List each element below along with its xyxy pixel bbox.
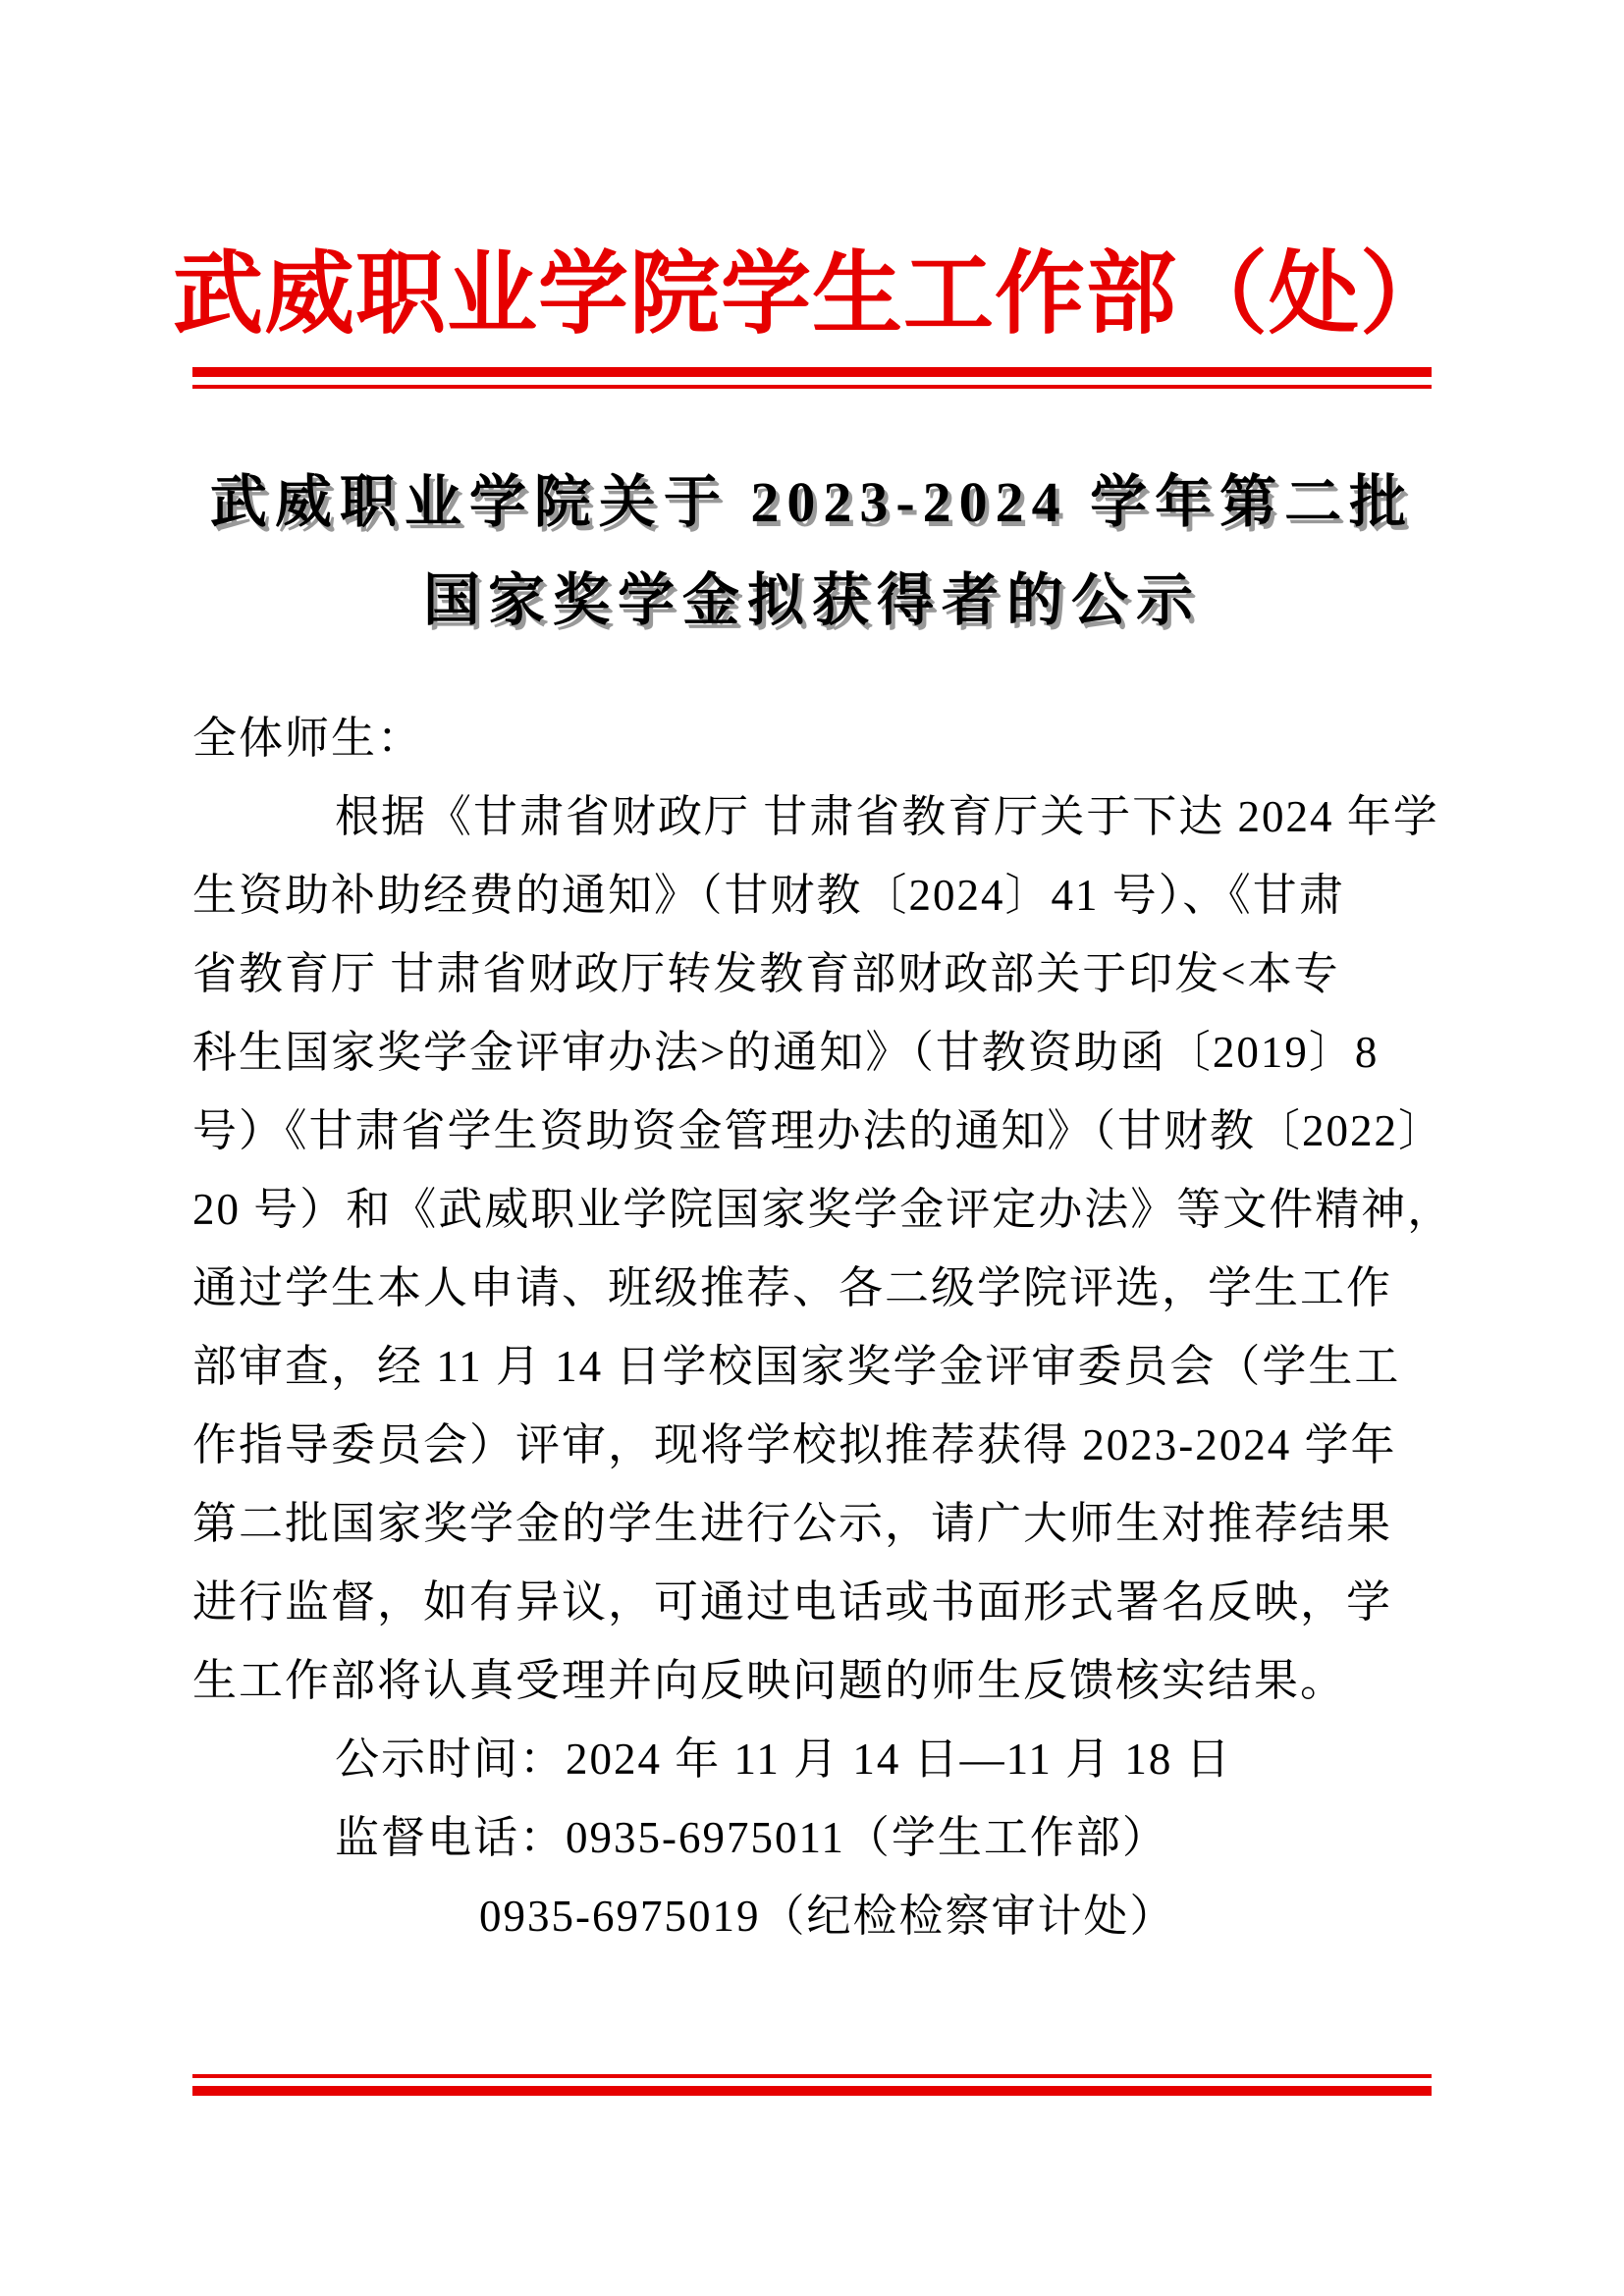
document-body xyxy=(192,699,1454,1955)
body-line: 科生国家奖学金评审办法>的通知》（甘教资助函〔2019〕8 xyxy=(192,1028,1380,1077)
body-line: 作指导委员会）评审，现将学校拟推荐获得 2023-2024 学年 xyxy=(192,1420,1397,1469)
footer-divider-thin xyxy=(192,2074,1432,2078)
supervision-phone-line2: 0935-6975019（纪检检察审计处） xyxy=(479,1892,1176,1941)
body-line: 省教育厅 甘肃省财政厅转发教育部财政部关于印发<本专 xyxy=(192,949,1340,998)
footer-divider-thick xyxy=(192,2086,1432,2096)
document-title-line1: 武威职业学院关于 2023-2024 学年第二批 xyxy=(209,470,1415,534)
body-line: 号）《甘肃省学生资助资金管理办法的通知》（甘财教〔2022〕 xyxy=(192,1106,1445,1155)
supervision-phone-line1: 监督电话：0935-6975011（学生工作部） xyxy=(335,1813,1168,1862)
body-line: 第二批国家奖学金的学生进行公示，请广大师生对推荐结果 xyxy=(192,1499,1393,1548)
body-line: 通过学生本人申请、班级推荐、各二级学院评选，学生工作 xyxy=(192,1263,1393,1312)
body-line: 根据《甘肃省财政厅 甘肃省教育厅关于下达 2024 年学 xyxy=(335,792,1439,841)
salutation: 全体师生： xyxy=(192,714,424,763)
body-line: 20 号）和《武威职业学院国家奖学金评定办法》等文件精神， xyxy=(192,1185,1454,1234)
header-divider-thin xyxy=(192,385,1432,389)
publicity-period-line: 公示时间：2024 年 11 月 14 日—11 月 18 日 xyxy=(335,1735,1232,1784)
body-line: 进行监督，如有异议，可通过电话或书面形式署名反映，学 xyxy=(192,1577,1393,1627)
body-line: 生资助补助经费的通知》（甘财教〔2024〕41 号）、《甘肃 xyxy=(192,871,1345,920)
body-line: 生工作部将认真受理并向反映问题的师生反馈核实结果。 xyxy=(192,1656,1347,1705)
document-title xyxy=(128,454,1496,650)
document-title-line2: 国家奖学金拟获得者的公示 xyxy=(422,568,1201,632)
header-divider-thick xyxy=(192,367,1432,377)
letterhead-title: 武威职业学院学生工作部（处） xyxy=(172,244,1451,345)
body-line: 部审查，经 11 月 14 日学校国家奖学金评审委员会（学生工 xyxy=(192,1342,1401,1391)
